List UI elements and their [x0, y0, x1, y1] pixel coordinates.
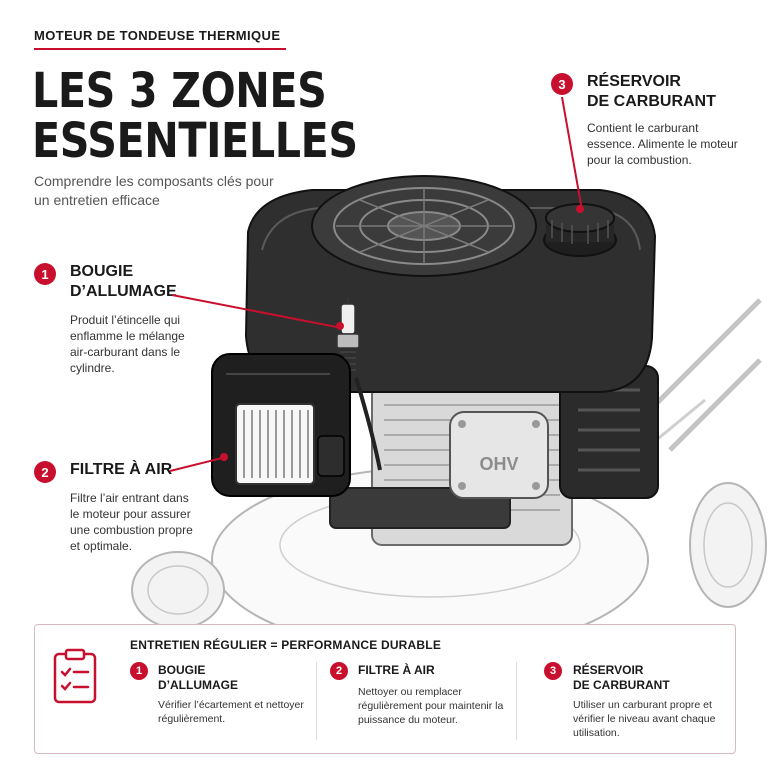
maintenance-item-1-title-line-2: D’ALLUMAGE	[158, 678, 238, 692]
maintenance-item-3-title-line-1: RÉSERVOIR	[573, 663, 644, 677]
maintenance-item-3-description: Utiliser un carburant propre et vérifier le niveau avant chaque utilisation.	[573, 699, 716, 739]
zone-1-title	[70, 262, 177, 302]
zone-2-title: FILTRE À AIR	[70, 461, 173, 478]
maintenance-item-2-title: FILTRE À AIR	[358, 663, 435, 677]
maintenance-item-1-description: Vérifier l’écartement et nettoyer régulièrement.	[158, 699, 304, 725]
page-subtitle: Comprendre les composants clés pour un entretien efficace	[34, 173, 274, 208]
maintenance-item-3-title-line-2: DE CARBURANT	[573, 678, 670, 692]
maintenance-item-2-number: 2	[330, 662, 348, 680]
maintenance-title: ENTRETIEN RÉGULIER = PERFORMANCE DURABLE	[130, 638, 442, 652]
zone-3-number-badge: 3	[551, 73, 573, 95]
air-filter-housing	[212, 354, 350, 496]
zone-3-title-line-2: DE CARBURANT	[587, 93, 716, 110]
mower-wheel-right	[690, 483, 766, 607]
panel-divider-2	[516, 662, 517, 740]
zone-2-leader-dot	[220, 453, 228, 461]
maintenance-item-1-number: 1	[130, 662, 148, 680]
zone-3-description: Contient le carburant essence. Alimente le moteur pour la combustion.	[587, 121, 738, 167]
zone-1-leader-dot	[336, 322, 344, 330]
ohv-badge: OHV	[479, 454, 519, 474]
maintenance-item-2-description: Nettoyer ou remplacer régulièrement pour maintenir la puissance du moteur.	[358, 686, 504, 726]
zone-3-title-line-1: RÉSERVOIR	[587, 73, 681, 90]
zone-1-title-line-2: D’ALLUMAGE	[70, 283, 177, 300]
maintenance-item-3-title	[573, 663, 670, 693]
cooling-fan-grille	[312, 176, 536, 276]
maintenance-item-3-number: 3	[544, 662, 562, 680]
zone-1-number-badge: 1	[34, 263, 56, 285]
zone-1-title-line-1: BOUGIE	[70, 263, 134, 280]
zone-3-title	[587, 72, 716, 112]
zone-2-number-badge: 2	[34, 461, 56, 483]
eyebrow-label: MOTEUR DE TONDEUSE THERMIQUE	[34, 28, 281, 43]
panel-divider-1	[316, 662, 317, 740]
title-line-2: ESSENTIELLES	[32, 113, 358, 169]
zone-3-leader-dot	[576, 205, 584, 213]
maintenance-item-1-title-line-1: BOUGIE	[158, 663, 206, 677]
mower-wheel-left	[132, 552, 224, 628]
title-line-1: LES 3 ZONES	[32, 63, 327, 119]
clipboard-checklist-icon	[52, 648, 98, 704]
maintenance-item-1-title	[158, 663, 238, 693]
zone-1-description: Produit l’étincelle qui enflamme le mélange air-carburant dans le cylindre.	[70, 313, 185, 375]
zone-2-description: Filtre l’air entrant dans le moteur pour assurer une combustion propre et optimale.	[70, 491, 193, 553]
